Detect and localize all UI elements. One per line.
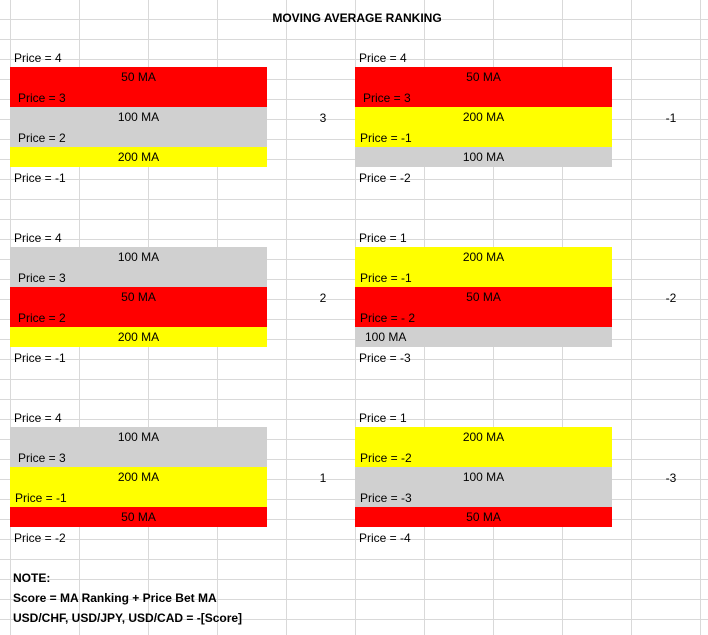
p4-band-2: [355, 287, 612, 307]
p2-top-price: Price = 4: [359, 51, 407, 65]
p5-bottom-price: Price = -2: [14, 531, 66, 545]
p5-band-1-price: Price = 3: [18, 451, 66, 465]
p3-band-3: [10, 327, 267, 347]
p3-bottom-price: Price = -1: [14, 351, 66, 365]
p1-band-1-price: Price = 3: [18, 91, 66, 105]
p1-band-1-label: 50 MA: [121, 70, 156, 84]
p6-band-1-price: Price = -2: [360, 451, 412, 465]
p1-band-2-label: 100 MA: [117, 110, 160, 124]
p4-band-2-label: 50 MA: [466, 290, 501, 304]
p2-band-2-label: 200 MA: [462, 110, 505, 124]
p1-top-price: Price = 4: [14, 51, 62, 65]
p2-bottom-price: Price = -2: [359, 171, 411, 185]
p6-band-2: [355, 467, 612, 487]
p5-top-price: Price = 4: [14, 411, 62, 425]
p3-band-1-price: Price = 3: [18, 271, 66, 285]
p4-band-3-label: 100 MA: [365, 330, 407, 344]
p6-top-price: Price = 1: [359, 411, 407, 425]
p2-band-3-label: 100 MA: [462, 150, 505, 164]
note-usd-pairs: USD/CHF, USD/JPY, USD/CAD = -[Score]: [13, 611, 243, 625]
p6-band-3: [355, 507, 612, 527]
note-formula: Score = MA Ranking + Price Bet MA: [13, 591, 217, 605]
p1-band-2-price: Price = 2: [18, 131, 66, 145]
note-heading: NOTE:: [13, 571, 51, 585]
p2-score: -1: [665, 111, 677, 125]
p6-band-1-label: 200 MA: [462, 430, 505, 444]
p3-band-2-label: 50 MA: [121, 290, 156, 304]
p1-band-2: [10, 107, 267, 127]
p3-band-2: [10, 287, 267, 307]
sheet-title: MOVING AVERAGE RANKING: [272, 11, 442, 25]
p1-band-3-label: 200 MA: [117, 150, 160, 164]
p5-band-2-price: Price = -1: [15, 491, 67, 505]
p4-band-2-price: Price = - 2: [360, 311, 416, 325]
p4-band-1-price: Price = -1: [360, 271, 412, 285]
p4-top-price: Price = 1: [359, 231, 407, 245]
p5-band-1-label: 100 MA: [117, 430, 160, 444]
p5-band-3-label: 50 MA: [121, 510, 156, 524]
p4-bottom-price: Price = -3: [359, 351, 411, 365]
p5-band-1: [10, 427, 267, 447]
p2-band-1-label: 50 MA: [466, 70, 501, 84]
p6-score: -3: [665, 471, 677, 485]
p4-band-1: [355, 247, 612, 267]
p5-band-2-label: 200 MA: [117, 470, 160, 484]
p2-band-2: [355, 107, 612, 127]
p5-band-3: [10, 507, 267, 527]
p1-band-3: [10, 147, 267, 167]
p1-bottom-price: Price = -1: [14, 171, 66, 185]
p6-band-3-label: 50 MA: [466, 510, 501, 524]
p3-top-price: Price = 4: [14, 231, 62, 245]
p3-band-2-price: Price = 2: [18, 311, 66, 325]
p3-band-3-label: 200 MA: [117, 330, 160, 344]
p4-band-1-label: 200 MA: [462, 250, 505, 264]
p2-band-1: [355, 67, 612, 87]
p5-band-2: [10, 467, 267, 487]
p1-score: 3: [319, 111, 327, 125]
p3-band-1: [10, 247, 267, 267]
p4-score: -2: [665, 291, 677, 305]
p4-band-3: [355, 327, 612, 347]
p6-band-2-label: 100 MA: [462, 470, 505, 484]
p3-score: 2: [319, 291, 327, 305]
p3-band-1-label: 100 MA: [117, 250, 160, 264]
p6-band-1: [355, 427, 612, 447]
p2-band-3: [355, 147, 612, 167]
p2-band-2-price: Price = -1: [360, 131, 412, 145]
p6-band-2-price: Price = -3: [360, 491, 412, 505]
p5-score: 1: [319, 471, 327, 485]
p1-band-1: [10, 67, 267, 87]
p6-bottom-price: Price = -4: [359, 531, 411, 545]
p2-band-1-price: Price = 3: [363, 91, 411, 105]
